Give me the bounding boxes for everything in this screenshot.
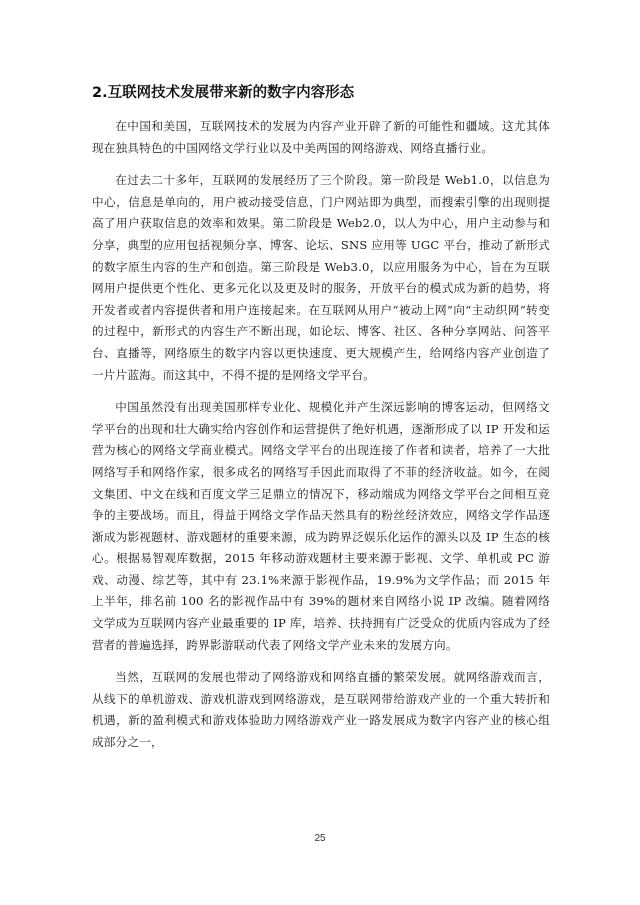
paragraph-3: 中国虽然没有出现美国那样专业化、规模化并产生深远影响的博客运动，但网络文学平台的出现和壮大确实给内容创作和运营提供了绝好机遇，逐渐形成了以 IP 开发和运营为核心的网络文学商业模式。网络文学平台的出现连接了作者和读者，培养了一大批网络写手和网络作家，很多成名的网络写手因此而取得了不菲的经济收益。如今，在阅文集团、中文在线和百度文学三足鼎立的情况下，移动端成为网络文学平台之间相互竞争的主要战场。而且，得益于网络文学作品天然具有的粉丝经济效应，网络文学作品逐渐成为影视题材、游戏题材的重要来源，成为跨界泛娱乐化运作的源头以及 IP 生态的核心。根据易智观库数据，2015 年移动游戏题材主要来源于影视、文学、单机或 PC 游戏、动漫、综艺等，其中有 23.1%来源于影视作品，19.9%为文学作品；而 2015 年上半年，排名前 100 名的影视作品中有 39%的题材来自网络小说 IP 改编。随着网络文学成为互联网内容产业最重要的 IP 库，培养、扶持拥有广泛受众的优质内容成为了经营者的普遍选择，跨界影游联动代表了网络文学产业未来的发展方向。 xyxy=(92,400,550,652)
paragraph-1: 在中国和美国，互联网技术的发展为内容产业开辟了新的可能性和疆域。这尤其体现在独具特色的中国网络文学行业以及中美两国的网络游戏、网络直播行业。 xyxy=(92,119,550,155)
section-heading: 2.互联网技术发展带来新的数字内容形态 xyxy=(92,85,355,101)
paragraph-4: 当然，互联网的发展也带动了网络游戏和网络直播的繁荣发展。就网络游戏而言，从线下的单机游戏、游戏机游戏到网络游戏，是互联网带给游戏产业的一个重大转折和机遇，新的盈利模式和游戏体验助力网络游戏产业一路发展成为数字内容产业的核心组成部分之一， xyxy=(92,670,550,750)
body-text xyxy=(92,116,550,754)
paragraph-2: 在过去二十多年，互联网的发展经历了三个阶段。第一阶段是 Web1.0，以信息为中心，信息是单向的，用户被动接受信息，门户网站即为典型，而搜索引擎的出现则提高了用户获取信息的效率和效果。第二阶段是 Web2.0，以人为中心，用户主动参与和分享，典型的应用包括视频分享、博客、论坛、SNS 应用等 UGC 平台，推动了新形式的数字原生内容的生产和创造。第三阶段是 Web3.0，以应用服务为中心，旨在为互联网用户提供更个性化、更多元化以及更及时的服务，开放平台的模式成为新的趋势，将开发者或者内容提供者和用户连接起来。在互联网从用户“被动上网”向“主动织网”转变的过程中，新形式的内容生产不断出现，如论坛、博客、社区、各种分享网站、问答平台、直播等，网络原生的数字内容以更快速度、更大规模产生，给网络内容产业创造了一片片蓝海。而这其中，不得不提的是网络文学平台。 xyxy=(92,173,550,382)
page-number: 25 xyxy=(314,833,326,844)
